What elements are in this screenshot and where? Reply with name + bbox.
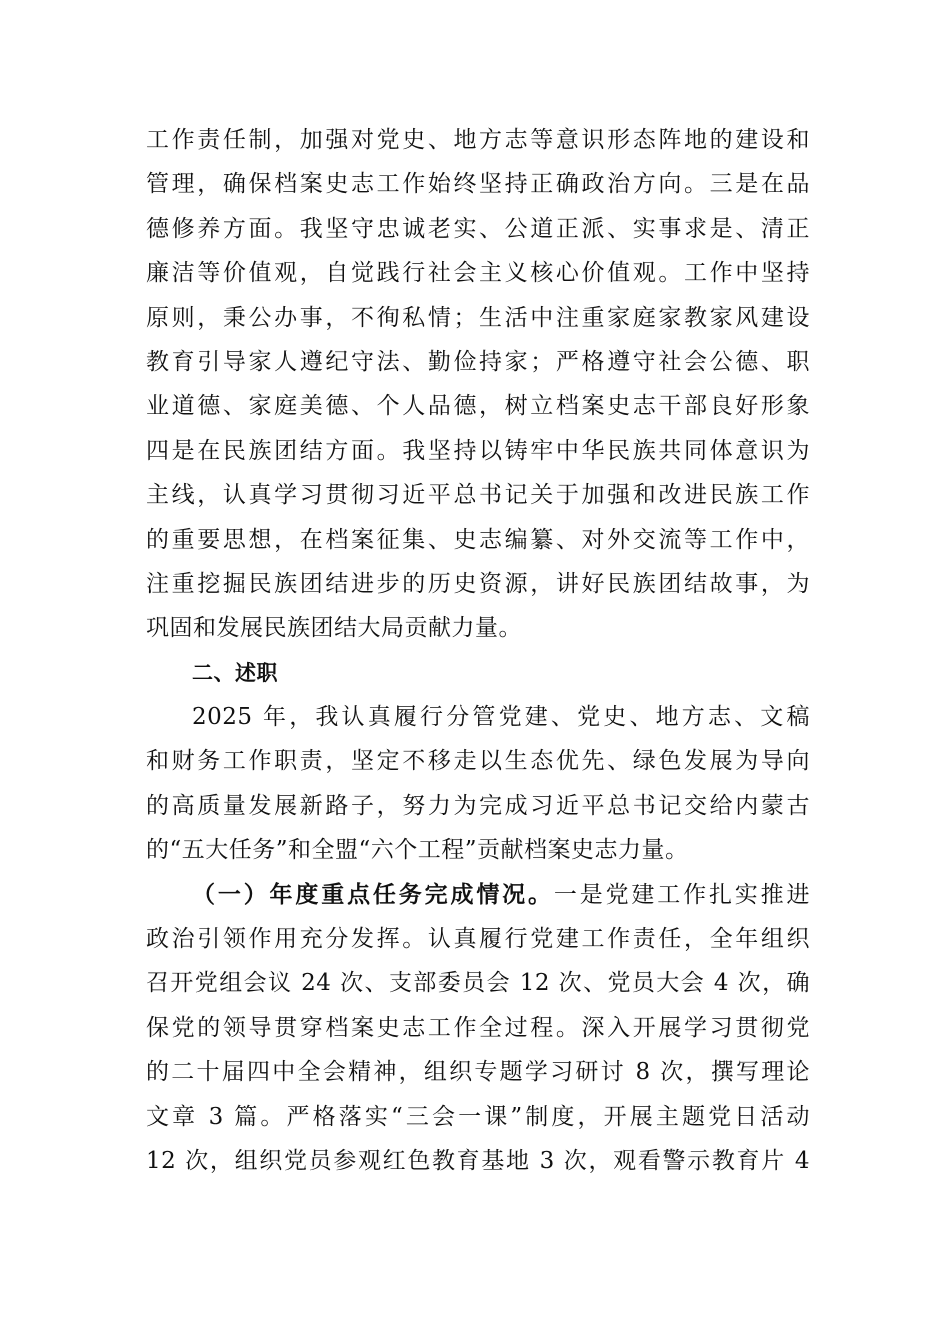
text-line: 2025 年，我认真履行分管党建、党史、地方志、文稿 bbox=[192, 704, 810, 731]
text-line: 和财务工作职责，坚定不移走以生态优先、绿色发展为导向 bbox=[146, 748, 810, 775]
text-line: 教育引导家人遵纪守法、勤俭持家；严格遵守社会公德、职 bbox=[146, 348, 810, 375]
text-line: 廉洁等价值观，自觉践行社会主义核心价值观。工作中坚持 bbox=[146, 260, 810, 287]
document-body bbox=[146, 118, 810, 1183]
text-line: 业道德、家庭美德、个人品德，树立档案史志干部良好形象 bbox=[146, 393, 810, 420]
section-heading: 二、述职 bbox=[192, 660, 278, 685]
paragraph-3 bbox=[146, 873, 810, 1184]
text-line: 文章 3 篇。严格落实“三会一课”制度，开展主题党日活动 bbox=[146, 1103, 810, 1130]
text-line: 管理，确保档案史志工作始终坚持正确政治方向。三是在品 bbox=[146, 171, 810, 198]
text-line: 的高质量发展新路子，努力为完成习近平总书记交给内蒙古 bbox=[146, 792, 810, 819]
text-line: 巩固和发展民族团结大局贡献力量。 bbox=[146, 615, 522, 642]
subsection-lead: （一）年度重点任务完成情况。 bbox=[192, 880, 554, 908]
text-fragment: 一是党建工作扎实推进 bbox=[553, 881, 810, 908]
text-line: 四是在民族团结方面。我坚持以铸牢中华民族共同体意识为 bbox=[146, 437, 810, 464]
text-line: 工作责任制，加强对党史、地方志等意识形态阵地的建设和 bbox=[146, 127, 810, 153]
text-line: 主线，认真学习贯彻习近平总书记关于加强和改进民族工作 bbox=[146, 482, 810, 509]
text-line: 12 次，组织党员参观红色教育基地 3 次，观看警示教育片 4 bbox=[146, 1147, 810, 1174]
text-line bbox=[146, 873, 810, 917]
text-line: 原则，秉公办事，不徇私情；生活中注重家庭家教家风建设 bbox=[146, 304, 810, 331]
text-line: 注重挖掘民族团结进步的历史资源，讲好民族团结故事，为 bbox=[146, 570, 810, 597]
text-line: 的重要思想，在档案征集、史志编纂、对外交流等工作中， bbox=[146, 526, 810, 553]
text-line: 德修养方面。我坚守忠诚老实、公道正派、实事求是、清正 bbox=[146, 215, 810, 242]
text-line: 召开党组会议 24 次、支部委员会 12 次、党员大会 4 次，确 bbox=[146, 970, 810, 997]
paragraph-2 bbox=[146, 695, 810, 873]
text-line: 保党的领导贯穿档案史志工作全过程。深入开展学习贯彻党 bbox=[146, 1014, 810, 1041]
text-line: 的二十届四中全会精神，组织专题学习研讨 8 次，撰写理论 bbox=[146, 1059, 810, 1086]
paragraph-1 bbox=[146, 118, 810, 651]
text-line: 的“五大任务”和全盟“六个工程”贡献档案史志力量。 bbox=[146, 837, 689, 864]
text-line: 政治引领作用充分发挥。认真履行党建工作责任，全年组织 bbox=[146, 926, 810, 953]
